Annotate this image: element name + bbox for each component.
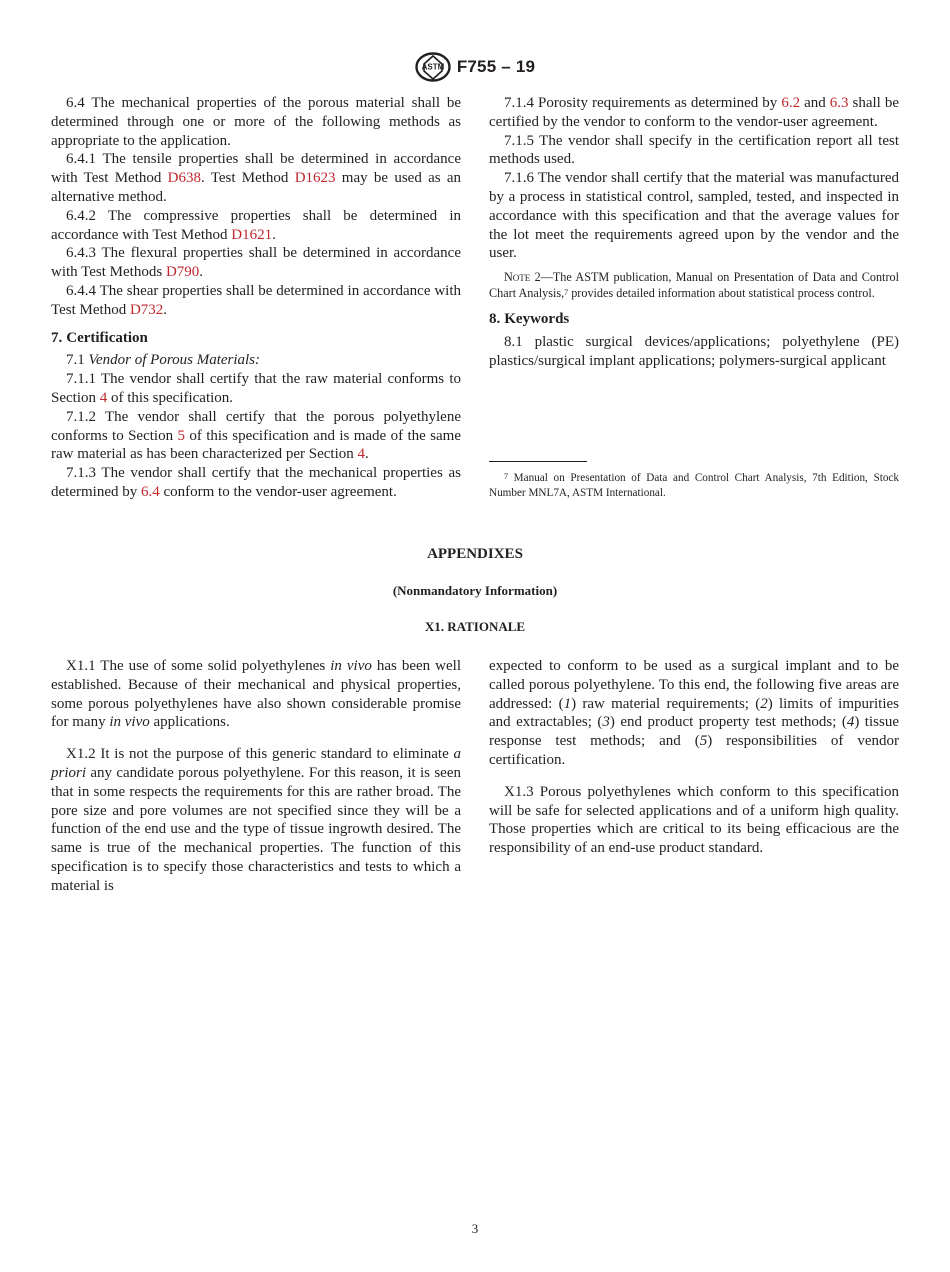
left-column-bottom — [51, 657, 461, 896]
text: has been well established. Because of their mechanical and physical properties, some porous polyethylenes have also shown considerable promise for many — [51, 658, 462, 731]
paragraph-6-4-3 — [51, 244, 461, 282]
section-title: Certification — [66, 329, 148, 346]
paragraph-7-1-1 — [51, 370, 461, 408]
text: 6.4.1 The tensile properties shall be determined in accordance with Test Method — [51, 151, 461, 187]
text: and — [800, 95, 830, 111]
text: . — [272, 226, 276, 243]
text: ) tissue response test methods; and ( — [489, 714, 899, 750]
text: ) raw material requirements; ( — [571, 695, 761, 712]
list-number: 5 — [699, 733, 708, 750]
paragraph-x1-3: X1.3 Porous polyethylenes which conform to this specification will be safe for selected applications and of a uniform high quality. Those properties which are critical to its being efficacious are the responsibility of an end-use product standard. — [489, 783, 899, 857]
paragraph-6-4-1 — [51, 150, 461, 206]
text: ) responsibilities of vendor certification. — [489, 733, 899, 768]
text: X1.1 The use of some solid polyethylenes — [66, 658, 331, 674]
text: . — [199, 264, 204, 281]
text: 7.1.1 The vendor shall certify that the raw material conforms to Section — [51, 371, 461, 406]
paragraph-8-1: 8.1 plastic surgical devices/applications; polyethylene (PE) plastics/surgical implant applications; polymers-surgical applicant — [489, 334, 899, 369]
right-column-top — [489, 94, 899, 371]
right-column-bottom — [489, 657, 899, 858]
text: 2—The ASTM publication, Manual on Presentation of Data and Control Chart Analysis, — [489, 270, 899, 300]
link-d1623[interactable]: D1623 — [294, 170, 336, 187]
text: 6.4.3 The flexural properties shall be determined in accordance with Test Methods — [51, 245, 461, 281]
text: 7.1.4 Porosity requirements as determined by — [504, 95, 782, 111]
italic-text: a priori — [51, 746, 461, 781]
footnote-ref[interactable]: 7 — [564, 287, 569, 297]
link-d1621[interactable]: D1621 — [231, 226, 273, 243]
link-6-3[interactable]: 6.3 — [829, 95, 849, 111]
paragraph-x1-2 — [51, 745, 461, 895]
text: applications. — [149, 714, 230, 731]
footnote-7 — [489, 471, 899, 500]
text: of this specification. — [107, 389, 234, 406]
text: 7.1.2 The vendor shall certify that the porous polyethylene conforms to Section — [51, 408, 461, 444]
section-8-heading — [489, 310, 899, 329]
link-section-5[interactable]: 5 — [177, 427, 185, 444]
text: conform to the vendor-user agreement. — [159, 483, 397, 500]
standard-designation: F755 – 19 — [456, 57, 536, 76]
link-d638[interactable]: D638 — [167, 170, 201, 187]
list-number: 3 — [602, 714, 610, 731]
paragraph-x1-1 — [51, 657, 461, 732]
section-title: Keywords — [504, 311, 570, 328]
link-d790[interactable]: D790 — [165, 264, 200, 281]
link-d732[interactable]: D732 — [129, 301, 164, 318]
text: 6.4.2 The compressive properties shall be determined in accordance with Test Method — [51, 207, 461, 243]
section-number: 8. — [489, 311, 501, 328]
text: 7.1.3 The vendor shall certify that the mechanical properties as determined by — [51, 465, 461, 500]
paragraph-x1-2-continued — [489, 657, 899, 770]
list-number: 1 — [563, 695, 572, 712]
page-header — [0, 52, 950, 82]
paragraph-7-1 — [51, 351, 461, 370]
link-section-4[interactable]: 4 — [357, 446, 366, 463]
paragraph-6-4: 6.4 The mechanical properties of the porous material shall be determined through one or more of the following methods as appropriate to the application. — [51, 95, 461, 149]
list-number: 4 — [846, 714, 855, 731]
note-label: Note — [504, 270, 531, 285]
svg-text:ASTM: ASTM — [421, 62, 445, 72]
text: provides detailed information about statistical process control. — [568, 285, 875, 300]
nonmandatory-subtitle: (Nonmandatory Information) — [392, 583, 558, 598]
paragraph-7-1-4 — [489, 94, 899, 132]
text: shall be certified by the vendor to conform to the vendor-user agreement. — [489, 95, 899, 130]
paragraph-6-4-2 — [51, 207, 461, 245]
link-6-2[interactable]: 6.2 — [781, 95, 801, 111]
astm-logo-icon — [415, 52, 451, 82]
text: . — [163, 301, 168, 318]
section-number: 7. — [51, 329, 63, 346]
note-2 — [489, 270, 899, 301]
footnote-marker: 7 — [504, 472, 508, 481]
text: . Test Method — [200, 170, 295, 187]
footnote-text: Manual on Presentation of Data and Control Chart Analysis, 7th Edition, Stock Number MNL7A, ASTM International. — [489, 472, 899, 499]
text: may be used as an alternative method. — [51, 170, 461, 205]
subsection-title: Vendor of Porous Materials: — [88, 352, 261, 369]
paragraph-7-1-6: 7.1.6 The vendor shall certify that the material was manufactured by a process in statistical control, sampled, tested, and inspected in accordance with this specification and that the average values for the lot meet the requirements agreed upon by the vendor and the user. — [489, 170, 899, 262]
italic-text: in vivo — [109, 714, 150, 731]
footnote-divider — [489, 461, 587, 462]
link-section-4[interactable]: 4 — [99, 389, 108, 406]
paragraph-7-1-2 — [51, 408, 461, 464]
x1-rationale-heading: X1. RATIONALE — [424, 619, 526, 634]
text: expected to conform to be used as a surgical implant and to be called porous polyethylene. To this end, the following five areas are addressed: ( — [489, 658, 899, 712]
text: any candidate porous polyethylene. For this reason, it is seen that in some respects the requirements for this are rather broad. The pore size and pore volumes are not specified since they will be a function of the end use and the type of tissue ingrowth desired. The same is true of the mechanical properties. The function of this specification is to specify those characteristics and tests to which a material is — [51, 764, 461, 894]
paragraph-7-1-3 — [51, 464, 461, 502]
paragraph-6-4-4 — [51, 282, 461, 320]
text: 6.4.4 The shear properties shall be determined in accordance with Test Method — [51, 282, 461, 318]
text: of this specification and is made of the same raw material as has been characterized per Section — [51, 427, 461, 463]
italic-text: in vivo — [330, 658, 372, 674]
text: X1.2 It is not the purpose of this generic standard to eliminate — [66, 746, 454, 763]
text: ) limits of impurities and extractables; ( — [489, 695, 899, 731]
link-6-4[interactable]: 6.4 — [140, 483, 160, 500]
list-number: 2 — [760, 695, 768, 712]
section-7-heading — [51, 329, 461, 348]
paragraph-7-1-5: 7.1.5 The vendor shall specify in the certification report all test methods used. — [489, 132, 899, 168]
left-column-top — [51, 94, 461, 502]
page-number: 3 — [471, 1221, 479, 1236]
appendixes-heading: APPENDIXES — [427, 546, 523, 562]
text: . — [365, 446, 369, 463]
text: ) end product property test methods; ( — [609, 714, 847, 731]
text: 7.1 — [66, 352, 89, 369]
